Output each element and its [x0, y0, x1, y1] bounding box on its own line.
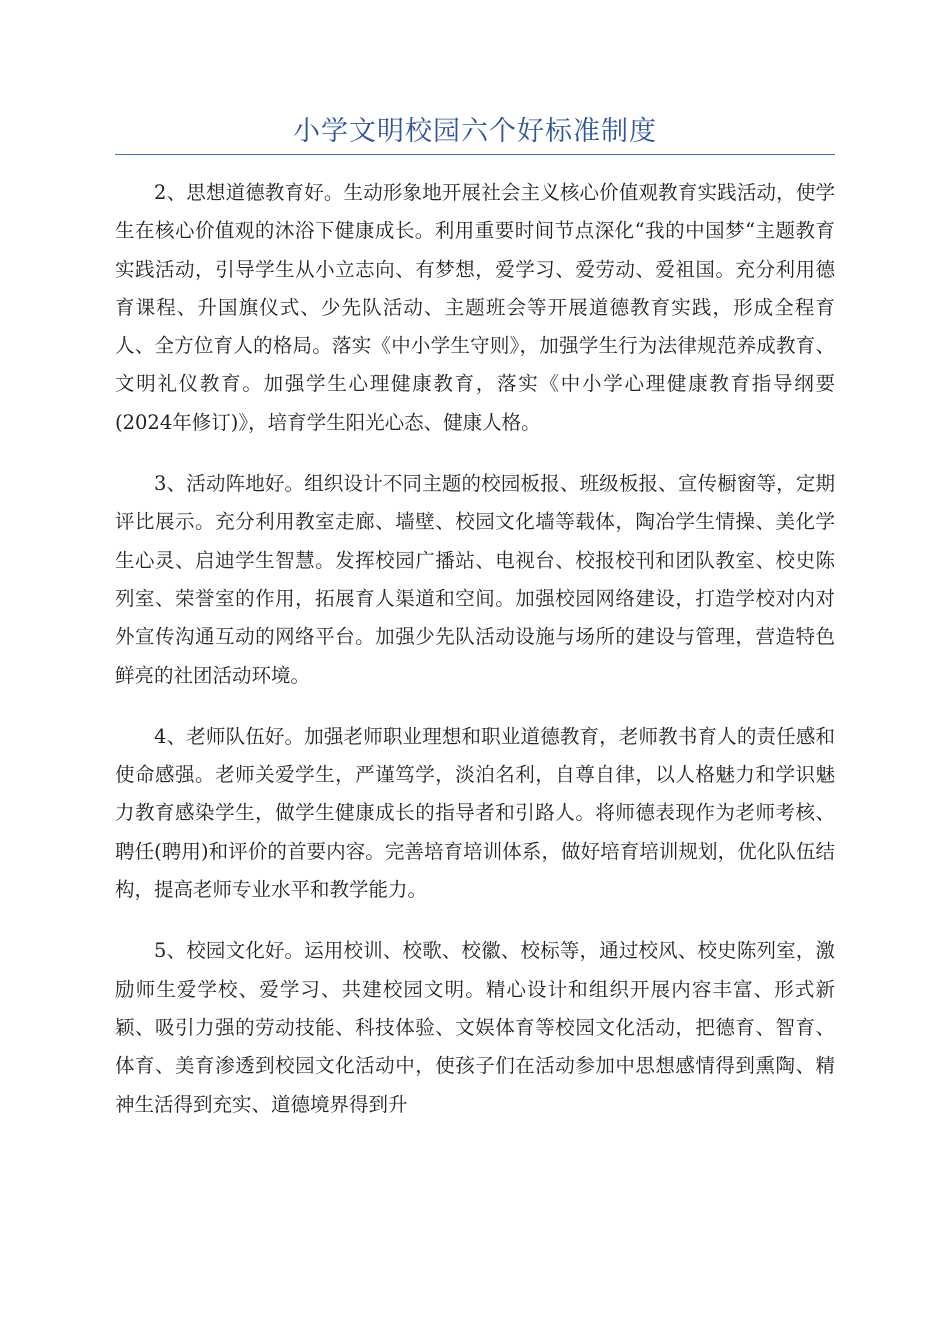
paragraph-teacher-team: 4、老师队伍好。加强老师职业理想和职业道德教育，老师教书育人的责任感和使命感强。老师关爱学生，严谨笃学，淡泊名利，自尊自律，以人格魅力和学识魅力教育感染学生，做学生健康成长的指导者和引路人。将师德表现作为老师考核、聘任(聘用)和评价的首要内容。完善培育培训体系，做好培育培训规划，优化队伍结构，提高老师专业水平和教学能力。: [115, 724, 835, 902]
paragraph-moral-education: 2、思想道德教育好。生动形象地开展社会主义核心价值观教育实践活动，使学生在核心价值观的沐浴下健康成长。利用重要时间节点深化“我的中国梦“主题教育实践活动，引导学生从小立志向、有梦想，爱学习、爱劳动、爱祖国。充分利用德育课程、升国旗仪式、少先队活动、主题班会等开展道德教育实践，形成全程育人、全方位育人的格局。落实《中小学生守则》，加强学生行为法律规范养成教育、文明礼仪教育。加强学生心理健康教育，落实《中小学心理健康教育指导纲要(2024年修订)》，培育学生阳光心态、健康人格。: [115, 181, 835, 434]
paragraph-campus-culture: 5、校园文化好。运用校训、校歌、校徽、校标等，通过校风、校史陈列室，激励师生爱学校、爱学习、共建校园文明。精心设计和组织开展内容丰富、形式新颖、吸引力强的劳动技能、科技体验、文娱体育等校园文化活动，把德育、智育、体育、美育渗透到校园文化活动中，使孩子们在活动参加中思想感情得到熏陶、精神生活得到充实、道德境界得到升: [115, 939, 835, 1116]
title-underline: [115, 154, 835, 155]
document-body: [115, 174, 835, 1147]
paragraph-activity-venues: 3、活动阵地好。组织设计不同主题的校园板报、班级板报、宣传橱窗等，定期评比展示。充分利用教室走廊、墙壁、校园文化墙等载体，陶冶学生情操、美化学生心灵、启迪学生智慧。发挥校园广播站、电视台、校报校刊和团队教室、校史陈列室、荣誉室的作用，拓展育人渠道和空间。加强校园网络建设，打造学校对内对外宣传沟通互动的网络平台。加强少先队活动设施与场所的建设与管理，营造特色鲜亮的社团活动环境。: [115, 472, 835, 687]
document-title: 小学文明校园六个好标准制度: [293, 116, 657, 147]
